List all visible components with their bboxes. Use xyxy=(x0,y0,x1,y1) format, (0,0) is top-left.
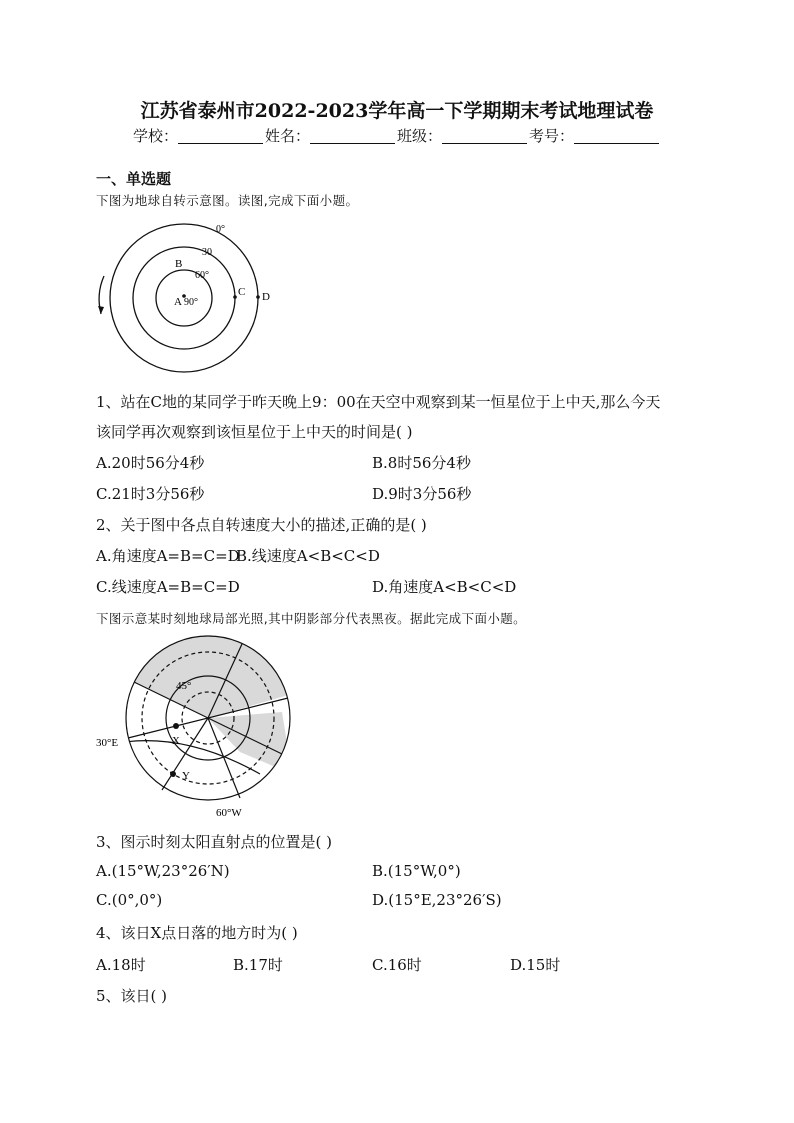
label-lat-45: 45° xyxy=(176,680,192,692)
question-5-line-1: 5、该日( ) xyxy=(96,987,168,1005)
arrowhead-icon xyxy=(98,306,104,314)
question-1-line-2: 该同学再次观察到该恒星位于上中天的时间是( ) xyxy=(96,423,413,441)
point-y xyxy=(170,771,176,777)
class-label: 班级： xyxy=(397,127,443,145)
name-label: 姓名： xyxy=(264,127,310,145)
q2-option-c[interactable]: C.线速度A=B=C=D xyxy=(96,578,240,596)
point-x xyxy=(173,723,179,729)
earth-rotation-figure xyxy=(96,218,286,378)
label-d: D xyxy=(262,291,270,303)
q4-option-c[interactable]: C.16时 xyxy=(372,956,422,974)
q4-option-b[interactable]: B.17时 xyxy=(233,956,283,974)
name-blank[interactable] xyxy=(310,128,395,144)
question-4-line-1: 4、该日X点日落的地方时为( ) xyxy=(96,924,298,942)
school-blank[interactable] xyxy=(178,128,263,144)
label-60w: 60°W xyxy=(216,807,242,819)
q1-option-b[interactable]: B.8时56分4秒 xyxy=(372,454,471,472)
label-30e: 30°E xyxy=(96,737,119,749)
point-c xyxy=(233,295,237,299)
q1-option-a[interactable]: A.20时56分4秒 xyxy=(96,454,205,472)
q2-option-d[interactable]: D.角速度A<B<C<D xyxy=(372,578,517,596)
q3-option-c[interactable]: C.(0°,0°) xyxy=(96,891,163,909)
student-info-line xyxy=(0,125,794,146)
exam-number-label: 考号： xyxy=(529,127,575,145)
question-3-line-1: 3、图示时刻太阳直射点的位置是( ) xyxy=(96,833,333,851)
page-title: 江苏省泰州市2022-2023学年高一下学期期末考试地理试卷 xyxy=(140,100,654,122)
school-label: 学校： xyxy=(132,127,178,145)
label-lat-60: 60° xyxy=(195,270,209,281)
q1-option-c[interactable]: C.21时3分56秒 xyxy=(96,485,205,503)
label-y: Y xyxy=(182,770,190,782)
class-blank[interactable] xyxy=(442,128,527,144)
label-c: C xyxy=(238,286,246,298)
question-1-line-1: 1、站在C地的某同学于昨天晚上9：00在天空中观察到某一恒星位于上中天,那么今天 xyxy=(96,393,661,411)
q3-option-a[interactable]: A.(15°W,23°26′N) xyxy=(96,862,230,880)
exam-number-blank[interactable] xyxy=(574,128,659,144)
q3-option-b[interactable]: B.(15°W,0°) xyxy=(372,862,461,880)
illumination-figure xyxy=(92,634,307,819)
label-b: B xyxy=(175,258,183,270)
intro-text-1: 下图为地球自转示意图。读图,完成下面小题。 xyxy=(96,193,359,208)
q3-option-d[interactable]: D.(15°E,23°26′S) xyxy=(372,891,502,909)
label-lat-30: 30 xyxy=(202,247,212,258)
q4-option-a[interactable]: A.18时 xyxy=(96,956,146,974)
section-title: 一、单选题 xyxy=(96,170,172,188)
label-a: A xyxy=(174,296,182,308)
label-a-lat: 90° xyxy=(184,297,198,308)
q4-option-d[interactable]: D.15时 xyxy=(510,956,561,974)
q2-option-a[interactable]: A.角速度A=B=C=D xyxy=(96,547,240,565)
q1-option-d[interactable]: D.9时3分56秒 xyxy=(372,485,472,503)
question-2-line-1: 2、关于图中各点自转速度大小的描述,正确的是( ) xyxy=(96,516,427,534)
label-x: X xyxy=(172,735,180,747)
q2-option-b[interactable]: B.线速度A<B<C<D xyxy=(236,547,380,565)
point-d xyxy=(256,295,260,299)
intro-text-2: 下图示意某时刻地球局部光照,其中阴影部分代表黑夜。据此完成下面小题。 xyxy=(96,611,527,626)
label-lat-0: 0° xyxy=(216,224,225,235)
